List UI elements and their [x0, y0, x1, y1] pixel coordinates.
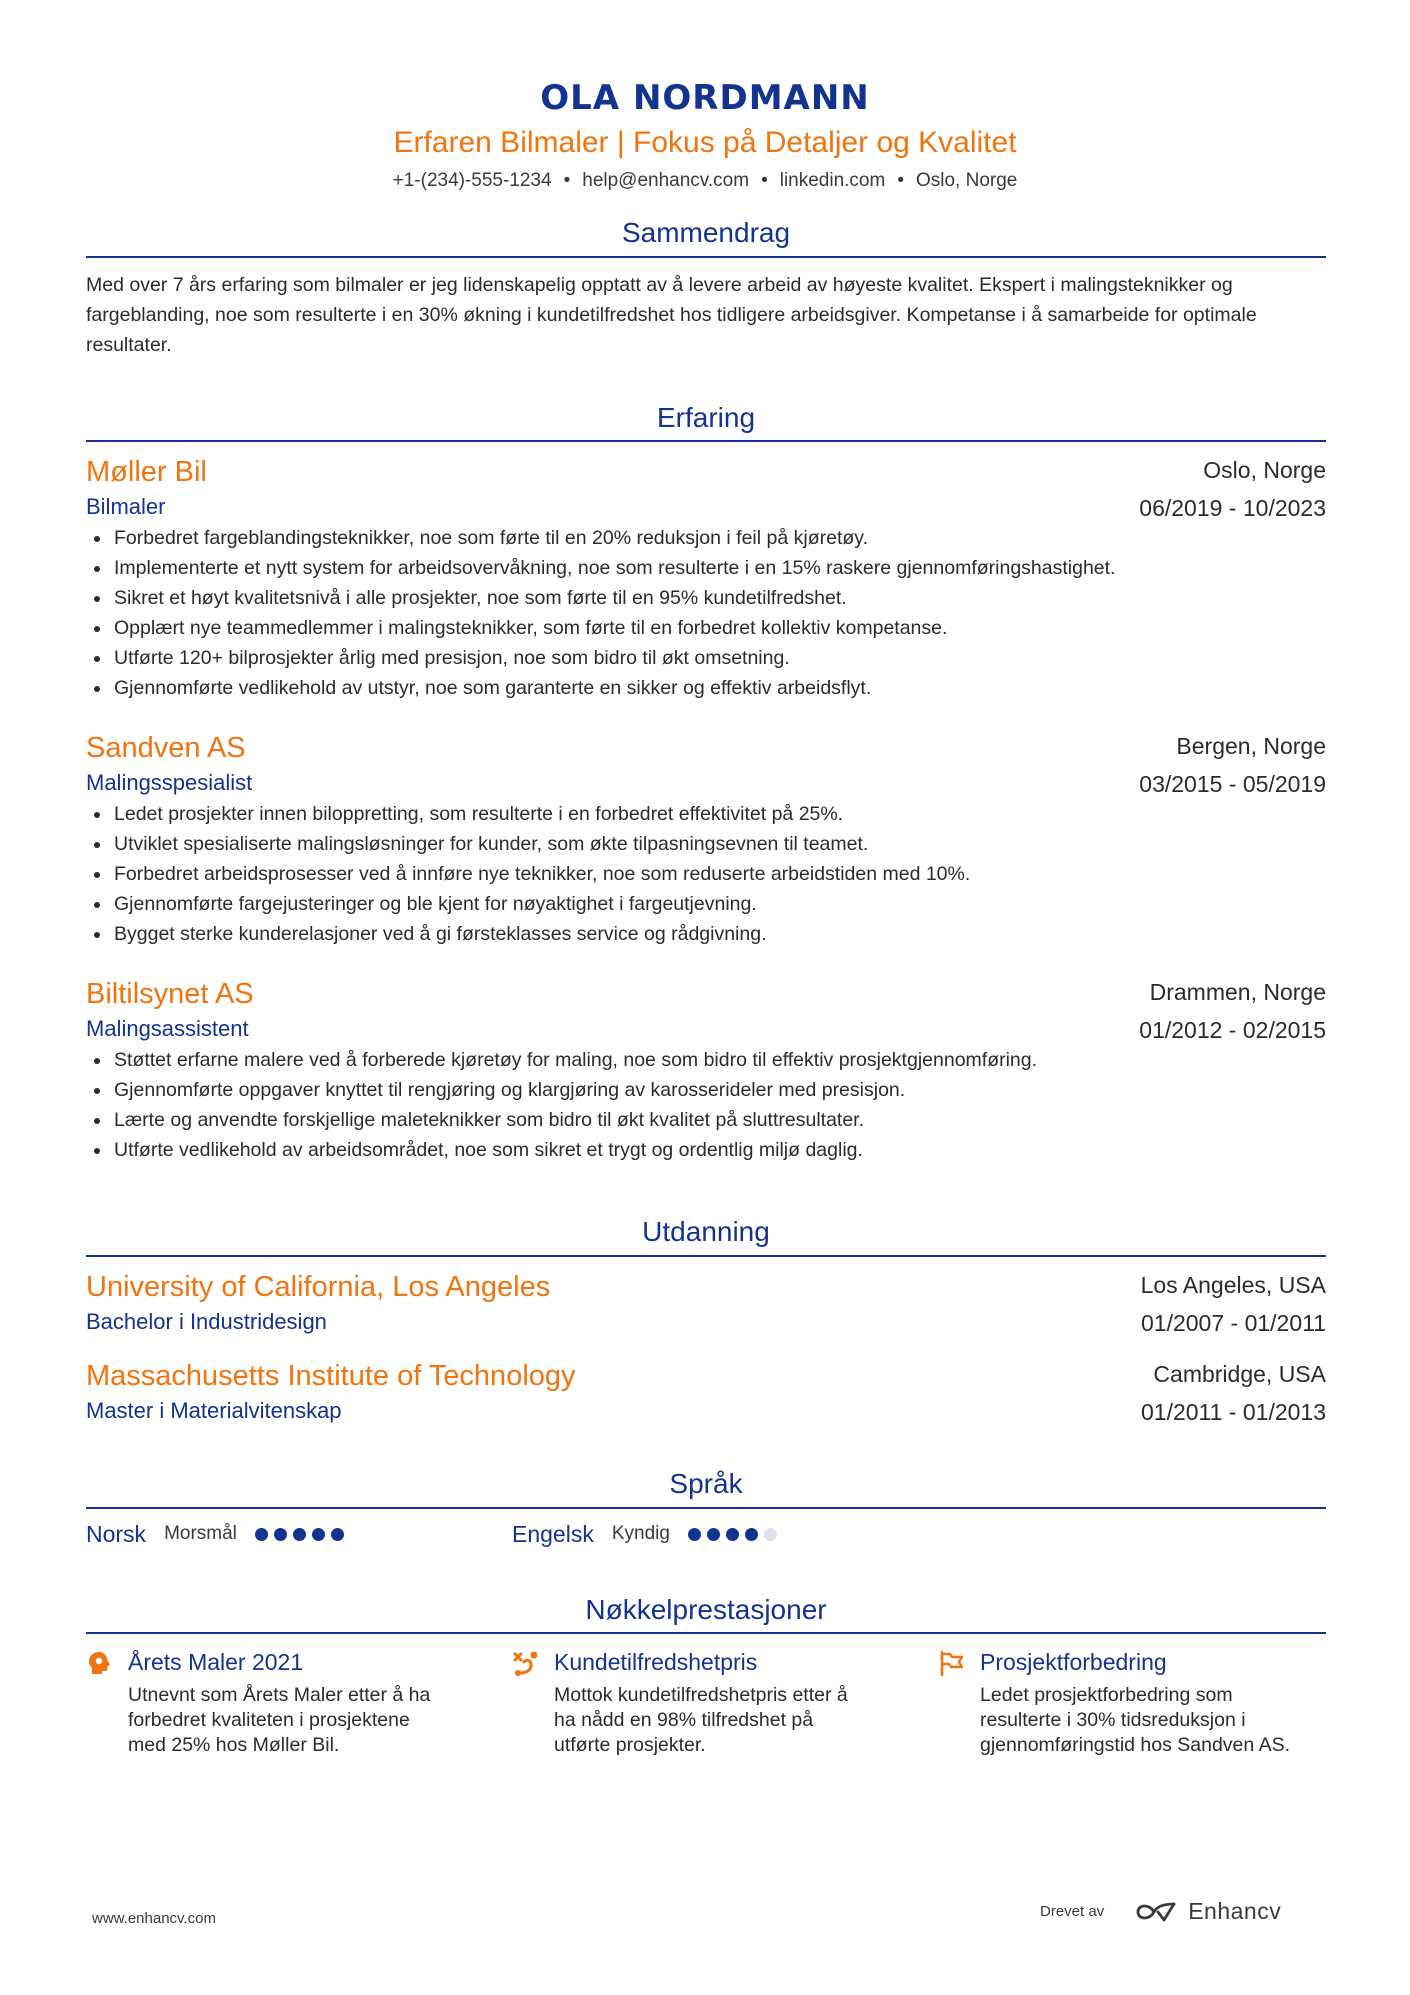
candidate-tagline: Erfaren Bilmaler | Fokus på Detaljer og Kvalitet [393, 126, 1017, 159]
job-location: Bergen, Norge [1176, 733, 1326, 759]
language-entry [86, 1519, 350, 1549]
proficiency-dot-filled [274, 1528, 287, 1541]
education-dates: 01/2011 - 01/2013 [1140, 1399, 1326, 1425]
brand-name: Enhancv [1188, 1898, 1282, 1924]
job-bullets [86, 799, 1326, 949]
section-divider [86, 256, 1326, 258]
resume-header [0, 78, 1410, 194]
footer-website[interactable]: www.enhancv.com [92, 1910, 216, 1927]
education-dates: 01/2007 - 01/2011 [1140, 1310, 1326, 1336]
job-title: Malingsspesialist [86, 770, 253, 795]
enhancv-logo-icon [1134, 1899, 1178, 1925]
summary-text: Med over 7 års erfaring som bilmaler er jeg lidenskapelig opptatt av å levere arbeid av høyeste kvalitet. Ekspert i malingsteknikker og fargeblanding, noe som resulterte i en 30% økning i kundetilfredshet hos tidligere arbeidsgiver. Kompetanse i å samarbeide for optimale resultater. [86, 274, 1257, 356]
list-item: Gjennomførte fargejusteringer og ble kjent for nøyaktighet i fargeutjevning. [114, 889, 1326, 919]
section-divider [86, 1507, 1326, 1509]
proficiency-dot-filled [707, 1528, 720, 1541]
company-name: Sandven AS [86, 732, 246, 764]
contact-location: Oslo, Norge [915, 170, 1018, 191]
job-location: Drammen, Norge [1149, 979, 1326, 1005]
school-location: Los Angeles, USA [1140, 1272, 1326, 1298]
list-item: Sikret et høyt kvalitetsnivå i alle prosjekter, noe som førte til en 95% kundetilfredshet. [114, 583, 1326, 613]
achievement-description: Mottok kundetilfredshetpris etter å ha nådd en 98% tilfredshet på utførte prosjekter. [554, 1684, 848, 1756]
achievement-description: Utnevnt som Årets Maler etter å ha forbedret kvaliteten i prosjektene med 25% hos Møller Bil. [128, 1684, 431, 1756]
language-name: Engelsk [512, 1520, 594, 1547]
powered-by-label: Drevet av [1040, 1903, 1105, 1920]
proficiency-dot-filled [745, 1528, 758, 1541]
job-dates: 01/2012 - 02/2015 [1139, 1017, 1326, 1043]
section-divider [86, 440, 1326, 442]
achievement-title: Kundetilfredshetpris [554, 1649, 758, 1675]
list-item: Bygget sterke kunderelasjoner ved å gi førsteklasses service og rådgivning. [114, 919, 1326, 949]
degree: Master i Materialvitenskap [86, 1398, 342, 1423]
job-bullets [86, 1045, 1326, 1165]
list-item: Lærte og anvendte forskjellige maleteknikker som bidro til økt kvalitet på sluttresultater. [114, 1105, 1326, 1135]
education-heading: Utdanning [642, 1216, 770, 1247]
contact-line [0, 168, 1410, 194]
candidate-name: OLA NORDMANN [540, 78, 870, 118]
school-name: Massachusetts Institute of Technology [86, 1360, 576, 1392]
proficiency-dot-filled [688, 1528, 701, 1541]
summary-heading: Sammendrag [621, 217, 791, 248]
separator-dot: • [761, 170, 768, 191]
school-name: University of California, Los Angeles [86, 1271, 551, 1303]
job-location: Oslo, Norge [1203, 457, 1326, 483]
list-item: Gjennomførte vedlikehold av utstyr, noe som garanterte en sikker og effektiv arbeidsflyt. [114, 673, 1326, 703]
list-item: Støttet erfarne malere ved å forberede kjøretøy for maling, noe som bidro til effektiv prosjektgjennomføring. [114, 1045, 1326, 1075]
proficiency-dot-filled [255, 1528, 268, 1541]
proficiency-dots [688, 1528, 783, 1541]
job-title: Malingsassistent [86, 1016, 249, 1041]
job-dates: 06/2019 - 10/2023 [1139, 495, 1326, 521]
contact-email[interactable]: help@enhancv.com [582, 170, 750, 191]
company-name: Biltilsynet AS [86, 978, 254, 1010]
list-item: Utviklet spesialiserte malingsløsninger for kunder, som økte tilpasningsevnen til teamet. [114, 829, 1326, 859]
language-level: Kyndig [611, 1523, 670, 1544]
company-name: Møller Bil [86, 456, 207, 488]
language-entry [512, 1519, 783, 1549]
proficiency-dot-filled [331, 1528, 344, 1541]
route-icon [512, 1649, 540, 1677]
section-divider [86, 1632, 1326, 1634]
proficiency-dot-filled [726, 1528, 739, 1541]
achievement-description: Ledet prosjektforbedring som resulterte i 30% tidsreduksjon i gjennomføringstid hos Sandven AS. [980, 1684, 1291, 1756]
list-item: Ledet prosjekter innen biloppretting, som resulterte i en forbedret effektivitet på 25%. [114, 799, 1326, 829]
footer-branding [1040, 1898, 1281, 1925]
proficiency-dot-filled [312, 1528, 325, 1541]
head-icon [86, 1649, 114, 1677]
list-item: Opplært nye teammedlemmer i malingsteknikker, som førte til en forbedret kollektiv kompetanse. [114, 613, 1326, 643]
proficiency-dot-empty [764, 1528, 777, 1541]
achievement-title: Årets Maler 2021 [128, 1649, 304, 1675]
section-divider [86, 1255, 1326, 1257]
list-item: Implementerte et nytt system for arbeidsovervåkning, noe som resulterte i en 15% raskere gjennomføringshastighet. [114, 553, 1326, 583]
list-item: Forbedret fargeblandingsteknikker, noe som førte til en 20% reduksjon i feil på kjøretøy. [114, 523, 1326, 553]
experience-heading: Erfaring [656, 402, 756, 433]
school-location: Cambridge, USA [1153, 1361, 1326, 1387]
list-item: Forbedret arbeidsprosesser ved å innføre nye teknikker, noe som reduserte arbeidstiden med 10%. [114, 859, 1326, 889]
degree: Bachelor i Industridesign [86, 1309, 327, 1334]
achievement-title: Prosjektforbedring [980, 1649, 1167, 1675]
job-title: Bilmaler [86, 494, 166, 519]
proficiency-dot-filled [293, 1528, 306, 1541]
separator-dot: • [897, 170, 904, 191]
contact-linkedin[interactable]: linkedin.com [779, 170, 886, 191]
job-dates: 03/2015 - 05/2019 [1139, 771, 1326, 797]
separator-dot: • [563, 170, 571, 191]
contact-phone: +1-(234)-555-1234 [392, 170, 552, 191]
language-level: Morsmål [164, 1523, 237, 1544]
proficiency-dots [255, 1528, 350, 1541]
languages-heading: Språk [669, 1468, 743, 1499]
flag-icon [938, 1649, 966, 1677]
list-item: Utførte 120+ bilprosjekter årlig med presisjon, noe som bidro til økt omsetning. [114, 643, 1326, 673]
job-bullets [86, 523, 1326, 703]
language-name: Norsk [86, 1520, 147, 1547]
achievements-heading: Nøkkelprestasjoner [585, 1594, 827, 1625]
list-item: Gjennomførte oppgaver knyttet til rengjøring og klargjøring av karosserideler med presisjon. [114, 1075, 1326, 1105]
list-item: Utførte vedlikehold av arbeidsområdet, noe som sikret et trygt og ordentlig miljø daglig. [114, 1135, 1326, 1165]
